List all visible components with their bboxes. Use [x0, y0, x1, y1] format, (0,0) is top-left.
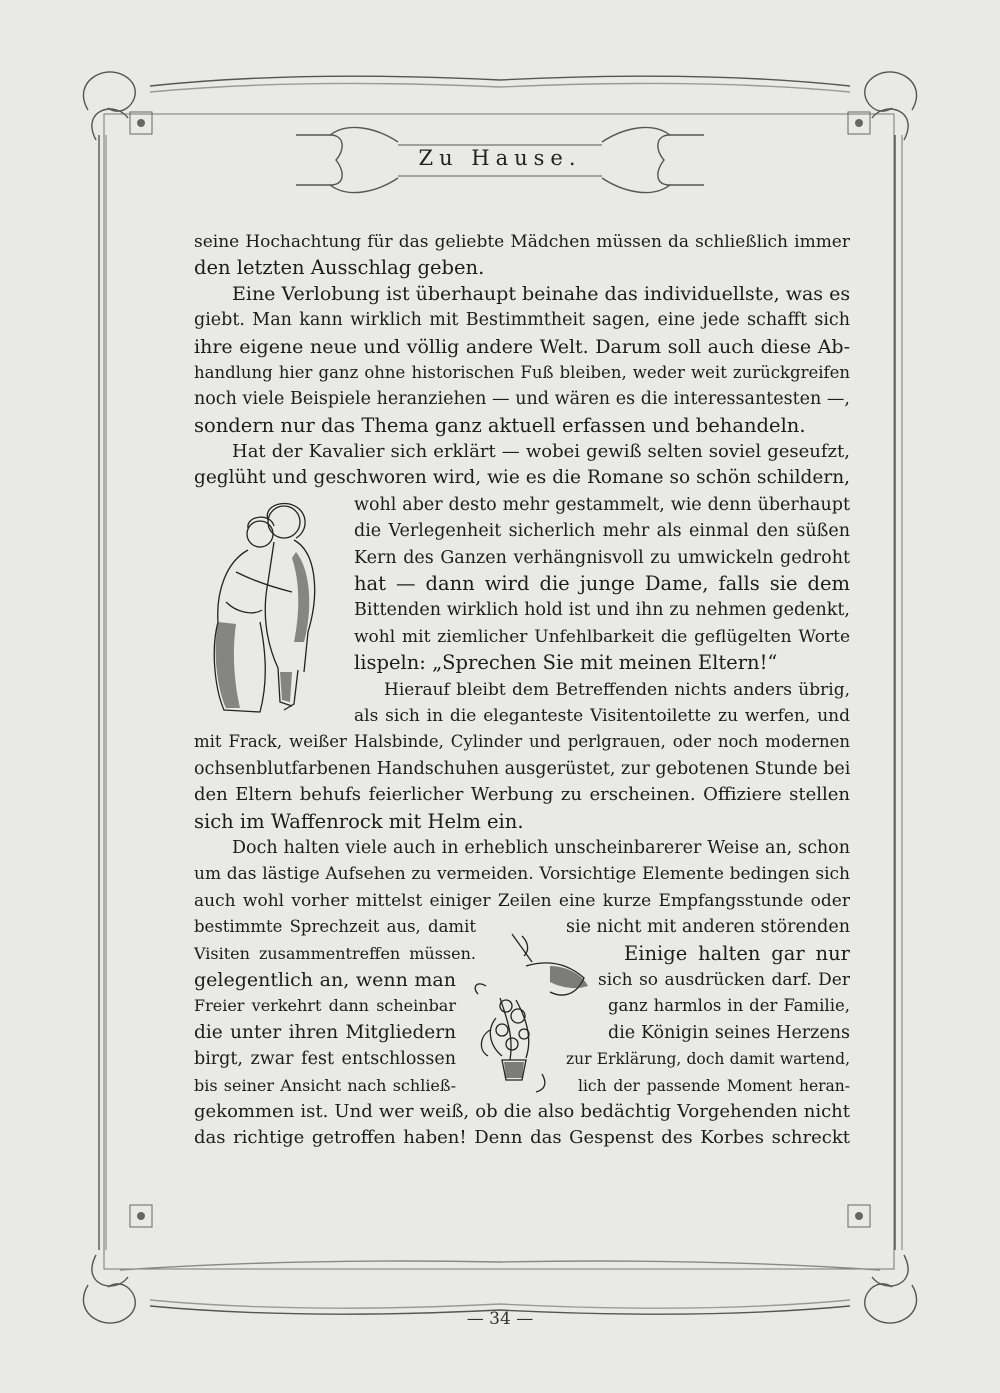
text-line: gekommen ist. Und wer weiß, ob die also bedächtig Vorgehenden nicht	[194, 1101, 850, 1122]
text-line: Hat der Kavalier sich erklärt — wobei gewiß selten soviel geseufzt,	[232, 441, 850, 462]
text-line: giebt. Man kann wirklich mit Bestimmtheit sagen, eine jede schafft sich	[194, 310, 850, 330]
text-line: geglüht und geschworen wird, wie es die Romane so schön schildern,	[194, 467, 850, 488]
text-line: die Verlegenheit sicherlich mehr als einmal den süßen	[354, 521, 850, 541]
text-line: Einige halten gar nur	[624, 942, 850, 965]
text-line: sich im Waffenrock mit Helm ein.	[194, 810, 524, 833]
text-line: sondern nur das Thema ganz aktuell erfassen und behandeln.	[194, 414, 806, 437]
page-number: — 34 —	[466, 1309, 534, 1329]
text-line: ihre eigene neue und völlig andere Welt. Darum soll auch diese Ab-	[194, 336, 850, 358]
text-line: seine Hochachtung für das geliebte Mädchen müssen da schließlich immer	[194, 232, 850, 252]
text-line: zur Erklärung, doch damit wartend,	[566, 1050, 850, 1068]
text-line: Eine Verlobung ist überhaupt beinahe das individuellste, was es	[232, 283, 851, 305]
text-line: mit Frack, weißer Halsbinde, Cylinder und perlgrauen, oder noch modernen	[194, 732, 850, 751]
text-line: lich der passende Moment heran-	[578, 1077, 850, 1095]
text-line: Freier verkehrt dann scheinbar	[194, 996, 456, 1015]
text-line: gelegentlich an, wenn man	[194, 969, 456, 991]
text-line: den letzten Ausschlag geben.	[194, 256, 485, 279]
text-line: sie nicht mit anderen störenden	[566, 917, 851, 937]
text-line: auch wohl vorher mittelst einiger Zeilen eine kurze Empfangsstunde oder	[194, 891, 850, 911]
text-line: wohl aber desto mehr gestammelt, wie denn überhaupt	[354, 495, 850, 515]
text-line: die unter ihren Mitgliedern	[194, 1022, 456, 1043]
page-header-title: Zu Hause.	[418, 146, 582, 170]
text-line: hat — dann wird die junge Dame, falls sie dem	[354, 572, 850, 595]
text-line: sich so ausdrücken darf. Der	[598, 970, 850, 990]
text-line: ganz harmlos in der Familie,	[608, 996, 850, 1015]
text-line: als sich in die eleganteste Visitentoilette zu werfen, und	[354, 706, 850, 726]
text-line: Hierauf bleibt dem Betreffenden nichts anders übrig,	[384, 680, 850, 700]
text-line: Doch halten viele auch in erheblich unscheinbarerer Weise an, schon	[232, 838, 850, 858]
text-line: bis seiner Ansicht nach schließ-	[194, 1076, 456, 1095]
text-line: bestimmte Sprechzeit aus, damit	[194, 917, 476, 936]
text-line: um das lästige Aufsehen zu vermeiden. Vorsichtige Elemente bedingen sich	[194, 864, 850, 884]
text-line: Visiten zusammentreffen müssen.	[194, 944, 476, 963]
text-line: handlung hier ganz ohne historischen Fuß bleiben, weder weit zurückgreifen	[194, 363, 850, 382]
text-line: das richtige getroffen haben! Denn das Gespenst des Korbes schreckt	[194, 1127, 850, 1148]
text-line: Bittenden wirklich hold ist und ihn zu nehmen gedenkt,	[354, 600, 850, 620]
text-line: ochsenblutfarbenen Handschuhen ausgerüstet, zur gebotenen Stunde bei	[194, 759, 851, 779]
text-line: birgt, zwar fest entschlossen	[194, 1049, 456, 1069]
couple-illustration	[196, 492, 354, 724]
text-line: die Königin seines Herzens	[608, 1023, 850, 1043]
text-line: den Eltern behufs feierlicher Werbung zu erscheinen. Offiziere stellen	[194, 784, 850, 805]
text-line: lispeln: „Sprechen Sie mit meinen Eltern!“	[354, 651, 778, 674]
text-line: Kern des Ganzen verhängnisvoll zu umwickeln gedroht	[354, 548, 850, 568]
text-line: wohl mit ziemlicher Unfehlbarkeit die geflügelten Worte	[354, 627, 850, 647]
text-line: noch viele Beispiele heranziehen — und wären es die interessantesten —,	[194, 389, 850, 409]
